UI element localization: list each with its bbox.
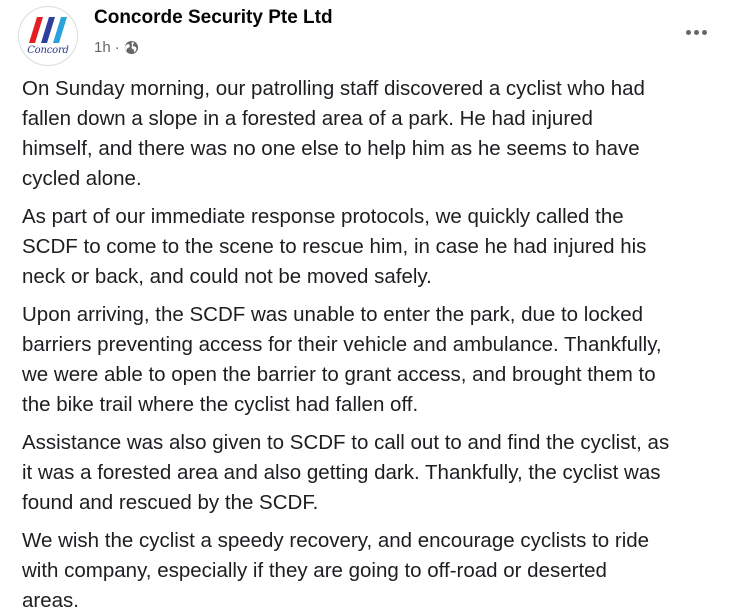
post-paragraph: Upon arriving, the SCDF was unable to enter the park, due to locked barriers preventing access for their vehicle and ambulance. Thankfully, we were able to open the barrier to grant access, and brought them to the bike trail where the cyclist had fallen off. [22,303,662,416]
globe-icon[interactable] [124,40,139,55]
more-options-button[interactable] [676,14,716,50]
post-body [22,74,722,614]
more-options-icon [686,30,691,35]
post-timestamp[interactable]: 1h [94,38,111,56]
post-paragraph: As part of our immediate response protocols, we quickly called the SCDF to come to the scene to rescue him, in case he had injured his neck or back, and could not be moved safely. [22,205,647,288]
post-header [0,0,746,70]
post-paragraph: On Sunday morning, our patrolling staff discovered a cyclist who had fallen down a slope in a forested area of a park. He had injured himself, and there was no one else to help him as he seems to have cycled alone. [22,77,645,190]
post-paragraph: Assistance was also given to SCDF to call out to and find the cyclist, as it was a forested area and also getting dark. Thankfully, the cyclist was found and rescued by the SCDF. [22,431,670,514]
logo-text: Concord [27,45,69,56]
post-paragraph: We wish the cyclist a speedy recovery, and encourage cyclists to ride with company, especially if they are going to off-road or deserted areas. [22,529,650,612]
meta-separator: · [114,38,120,56]
page-avatar[interactable] [18,6,78,66]
page-name[interactable]: Concorde Security Pte Ltd [94,7,333,28]
post-meta [94,37,139,57]
concorde-logo-icon [27,15,69,45]
